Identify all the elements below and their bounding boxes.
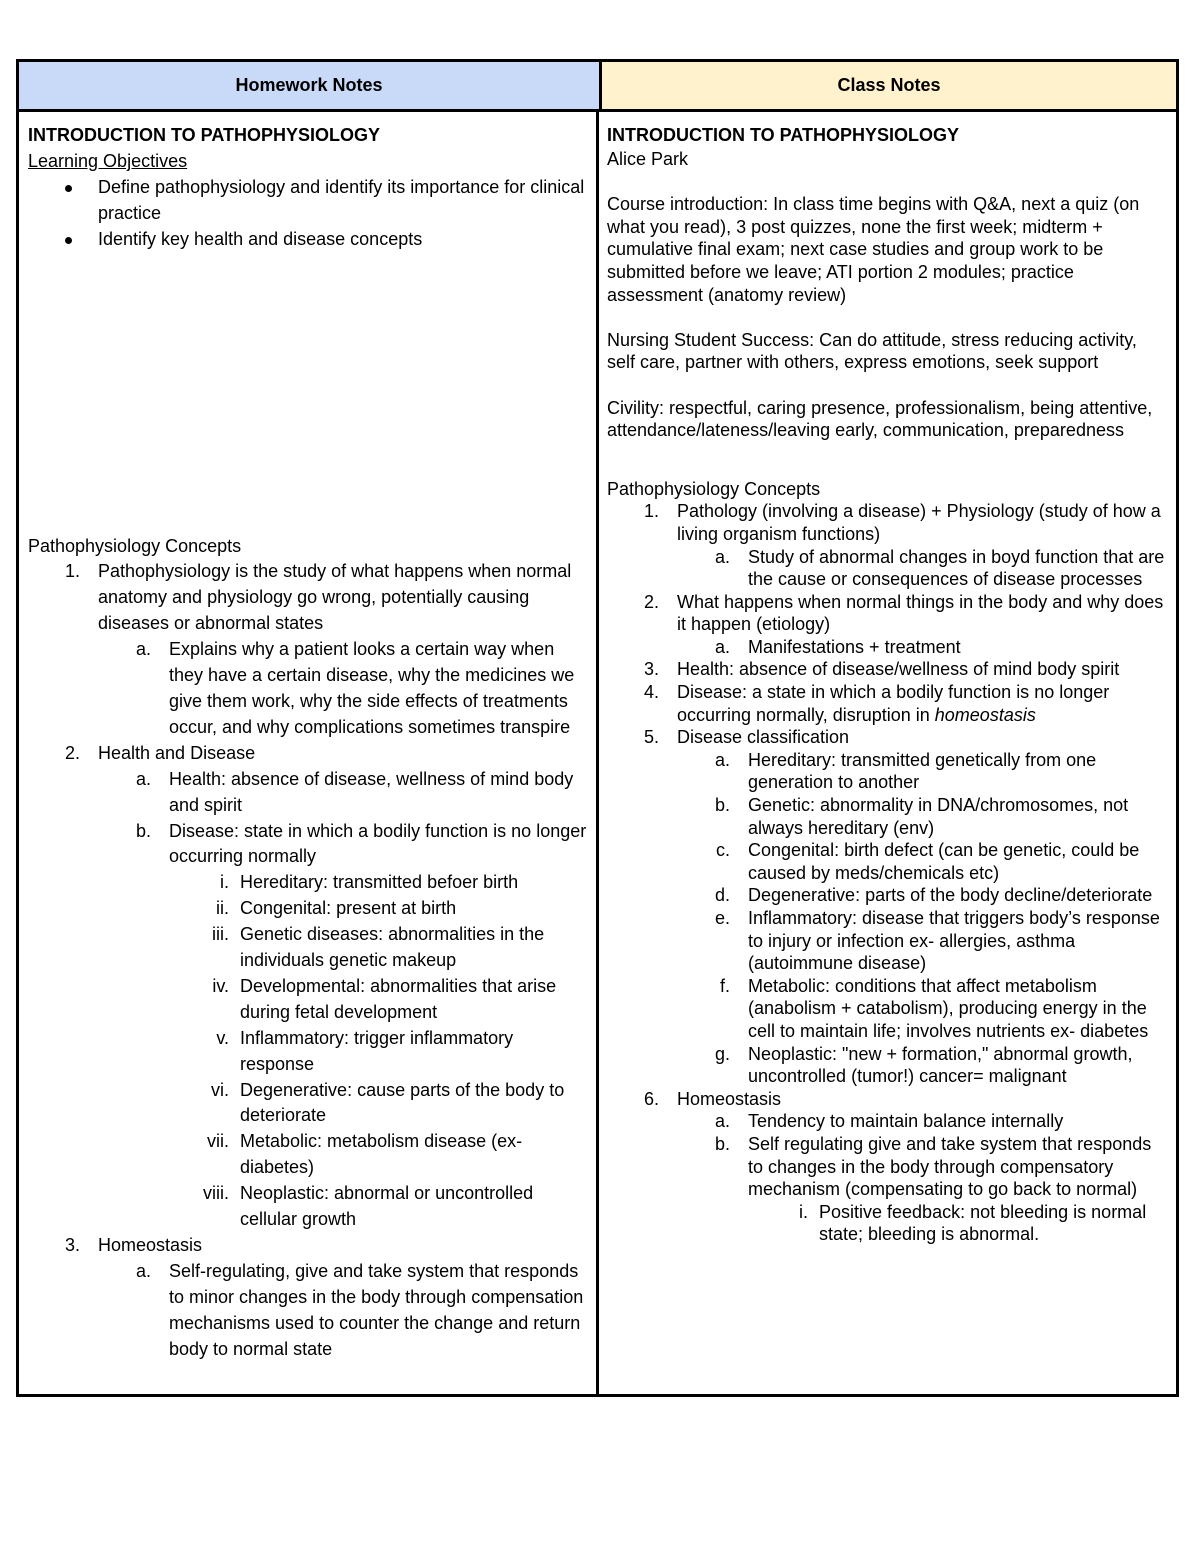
class-notes-header: Class Notes: [602, 62, 1176, 109]
list-item: viii. Neoplastic: abnormal or uncontrolled cellular growth: [203, 1183, 534, 1230]
right-title: INTRODUCTION TO PATHOPHYSIOLOGY: [607, 125, 960, 145]
class-notes-column: [599, 112, 1176, 1394]
list-item: i. Positive feedback: not bleeding is normal state; bleeding is abnormal.: [799, 1201, 1147, 1245]
list-item: 2. What happens when normal things in the body and why does it happen (etiology): [643, 591, 1164, 635]
body-row: [19, 112, 1176, 1394]
list-item: 1. Pathology (involving a disease) + Physiology (study of how a living organism functions): [643, 501, 1161, 544]
list-item: a. Explains why a patient looks a certain way when they have a certain disease, why the medicines we give them work, why the side effects of treatments occur, and why complications sometimes transpire: [135, 639, 575, 737]
list-item: 3. Health: absence of disease/wellness of mind body spirit: [643, 659, 1120, 680]
list-item: ii. Congenital: present at birth: [216, 898, 457, 919]
list-item: a. Self-regulating, give and take system that responds to minor changes in the body through compensation mechanisms used to counter the change and return body to normal state: [135, 1260, 584, 1359]
list-item: 1. Pathophysiology is the study of what happens when normal anatomy and physiology go wrong, potentially causing diseases or abnormal states: [64, 561, 572, 634]
bullet-icon: [65, 237, 72, 244]
list-item: a. Study of abnormal changes in boyd function that are the cause or consequences of disease processes: [714, 546, 1165, 590]
list-item: b. Self regulating give and take system that responds to changes in the body through compensatory mechanism (compensating to go back to normal): [714, 1133, 1152, 1200]
list-item: vii. Metabolic: metabolism disease (ex- diabetes): [207, 1131, 523, 1178]
list-item: f. Metabolic: conditions that affect metabolism (anabolism + catabolism), producing energy in the cell to maintain life; involves nutrients ex- diabetes: [719, 975, 1149, 1041]
list-item: g. Neoplastic: "new + formation," abnormal growth, uncontrolled (tumor!) cancer= malignant: [714, 1043, 1133, 1087]
list-item: i. Hereditary: transmitted befoer birth: [220, 872, 519, 893]
objectives-list: [28, 175, 588, 253]
left-concepts-list: [28, 559, 588, 1362]
bullet-icon: [65, 185, 72, 192]
list-item: b. Disease: state in which a bodily function is no longer occurring normally: [135, 820, 587, 867]
list-item: a. Hereditary: transmitted genetically from one generation to another: [714, 749, 1097, 793]
list-item: iv. Developmental: abnormalities that arise during fetal development: [212, 975, 557, 1022]
list-item: a. Tendency to maintain balance internally: [714, 1111, 1064, 1132]
list-item: a. Health: absence of disease, wellness of mind body and spirit: [135, 768, 574, 815]
list-item: Identify key health and disease concepts: [28, 227, 588, 253]
list-item: 3. Homeostasis: [64, 1235, 203, 1255]
right-concepts-label: Pathophysiology Concepts: [607, 478, 821, 499]
right-concepts-list: [607, 500, 1168, 1246]
list-item: b. Genetic: abnormality in DNA/chromosomes, not always hereditary (env): [714, 795, 1129, 838]
left-concepts-label: Pathophysiology Concepts: [28, 535, 242, 556]
homework-notes-column: [19, 112, 599, 1394]
civility: Civility: respectful, caring presence, professionalism, being attentive, attendance/lateness/leaving early, communication, preparedness: [607, 397, 1153, 441]
header-row: [19, 62, 1176, 112]
list-item: c. Congenital: birth defect (can be genetic, could be caused by meds/chemicals etc): [715, 840, 1140, 883]
course-introduction: Course introduction: In class time begins with Q&A, next a quiz (on what you read), 3 post quizzes, none the first week; midterm + cumulative final exam; next case studies and group work to be submitted before we leave; ATI portion 2 modules; practice assessment (anatomy review): [607, 194, 1140, 305]
list-item: v. Inflammatory: trigger inflammatory response: [216, 1027, 514, 1074]
list-item: e. Inflammatory: disease that triggers body’s response to injury or infection ex- allergies, asthma (autoimmune disease): [714, 908, 1160, 974]
list-item: iii. Genetic diseases: abnormalities in the individuals genetic makeup: [212, 924, 545, 971]
list-item: d. Degenerative: parts of the body decline/deteriorate: [714, 885, 1153, 906]
list-item: vi. Degenerative: cause parts of the body to deteriorate: [211, 1079, 565, 1126]
author: Alice Park: [607, 149, 689, 169]
notes-table: [16, 59, 1179, 1397]
list-item: Define pathophysiology and identify its importance for clinical practice: [28, 175, 588, 227]
list-item: 5. Disease classification: [643, 727, 850, 748]
homework-notes-header: Homework Notes: [19, 62, 602, 109]
list-item: 2. Health and Disease: [64, 742, 256, 763]
list-item: 6. Homeostasis: [643, 1088, 782, 1109]
nursing-student-success: Nursing Student Success: Can do attitude, stress reducing activity, self care, partner with others, express emotions, seek support: [607, 329, 1137, 373]
left-title: INTRODUCTION TO PATHOPHYSIOLOGY: [28, 125, 381, 145]
learning-objectives-label: Learning Objectives: [28, 150, 188, 171]
list-item: a. Manifestations + treatment: [714, 636, 961, 657]
list-item: 4. Disease: a state in which a bodily function is no longer occurring normally, disruption in homeostasis: [643, 682, 1110, 725]
